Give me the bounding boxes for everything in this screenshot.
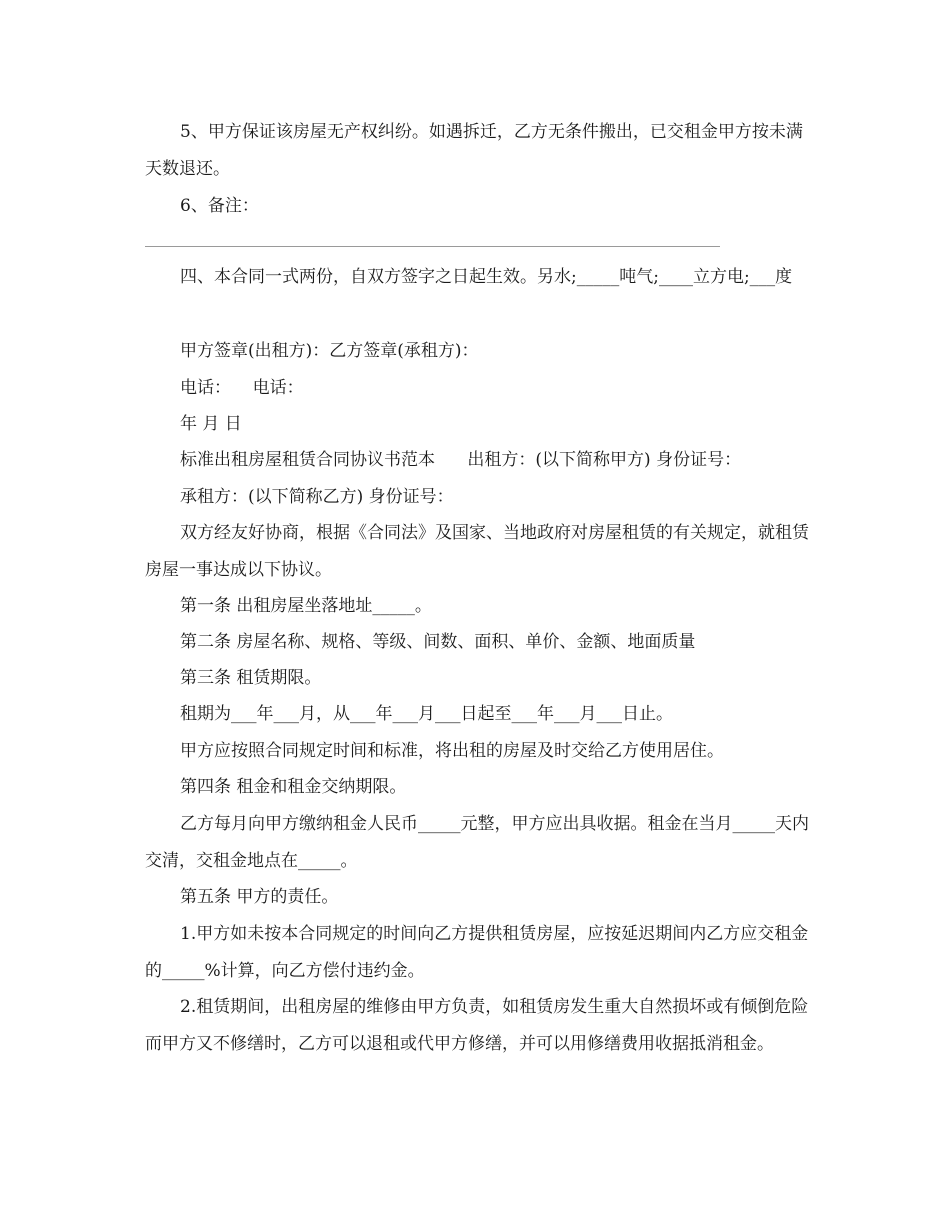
signature-line: 甲方签章(出租方)：乙方签章(承租方)： xyxy=(180,341,479,361)
agreement-preamble: 双方经友好协商，根据《合同法》及国家、当地政府对房屋租赁的有关规定，就租赁房屋一事达成以下协议。 xyxy=(145,523,809,580)
clause-5-property-rights: 5、甲方保证该房屋无产权纠纷。如遇拆迁，乙方无条件搬出，已交租金甲方按未满天数退还。 xyxy=(145,122,803,179)
lessor-duty-1: 1.甲方如未按本合同规定的时间向乙方提供租赁房屋，应按延迟期间内乙方应交租金的_____%计算，向乙方偿付违约金。 xyxy=(145,924,809,981)
section-4-effectiveness: 四、本合同一式两份，自双方签字之日起生效。另水;_____吨气;____立方电;___度 xyxy=(180,267,793,287)
article-5-heading: 第五条 甲方的责任。 xyxy=(180,887,339,907)
contract-title-lessor-line: 标准出租房屋租赁合同协议书范本 出租方：(以下简称甲方) 身份证号： xyxy=(180,450,742,470)
lessor-duty-2: 2.租赁期间，出租房屋的维修由甲方负责，如租赁房发生重大自然损坏或有倾倒危险而甲方又不修缮时，乙方可以退租或代甲方修缮，并可以用修缮费用收据抵消租金。 xyxy=(145,997,809,1054)
remarks-underline xyxy=(145,246,720,247)
clause-6-remarks: 6、备注： xyxy=(180,196,259,216)
article-4-heading: 第四条 租金和租金交纳期限。 xyxy=(180,777,407,797)
article-2-property-details: 第二条 房屋名称、规格、等级、间数、面积、单价、金额、地面质量 xyxy=(180,632,696,652)
rent-payment-paragraph: 乙方每月向甲方缴纳租金人民币_____元整，甲方应出具收据。租金在当月_____天内交清，交租金地点在_____。 xyxy=(145,814,809,871)
handover-line: 甲方应按照合同规定时间和标准，将出租的房屋及时交给乙方使用居住。 xyxy=(180,741,724,761)
date-line: 年 月 日 xyxy=(180,414,242,434)
phone-line: 电话： 电话： xyxy=(180,378,304,398)
lessee-line: 承租方：(以下简称乙方) 身份证号： xyxy=(180,487,454,507)
lease-period-line: 租期为___年___月，从___年___月___日起至___年___月___日止。 xyxy=(180,704,673,724)
article-3-heading: 第三条 租赁期限。 xyxy=(180,668,322,688)
article-1-address: 第一条 出租房屋坐落地址_____。 xyxy=(180,596,432,616)
